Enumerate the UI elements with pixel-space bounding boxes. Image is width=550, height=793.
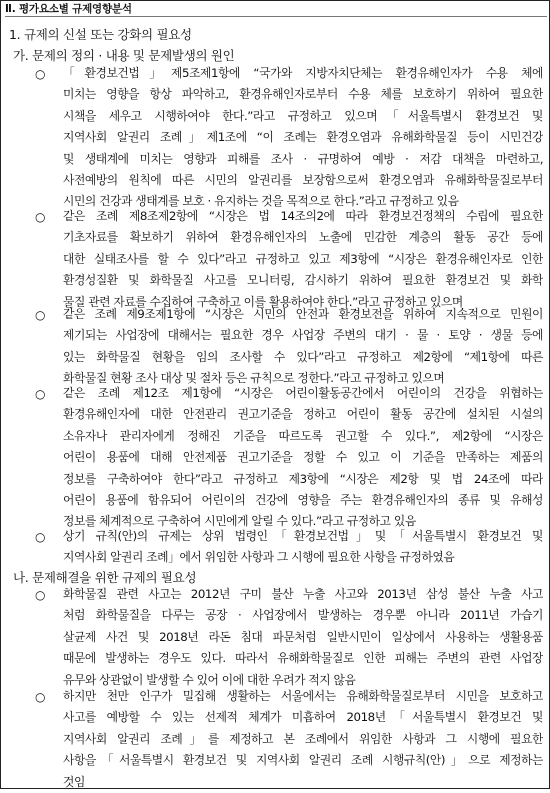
section-title: Ⅱ. 평가요소별 규제영향분석	[5, 2, 547, 17]
text-line: 같은 조례 제9조제1항에 “시장은 시민의 안전과 환경보전을 위하여 지속적으로 민원이	[63, 307, 543, 321]
paragraph-article-12	[63, 383, 543, 533]
paragraph-chemical-accidents	[63, 584, 543, 691]
text-line: 살균제 사건 및 2018년 라돈 침대 파문처럼 일반시민이 일상에서 사용하는 생활용품	[63, 629, 543, 644]
bullet-circle: ○	[35, 530, 46, 544]
paragraph-article-8	[63, 206, 543, 313]
text-line: 화학물질 관련 사고는 2012년 구미 불산 누출 사고와 2013년 삼성 불산 누출 사고	[63, 587, 543, 601]
text-line: 「환경보건법」제5조제1항에 “국가와 지방자치단체는 환경유해인자가 수용 체에	[63, 66, 543, 80]
bullet-circle: ○	[35, 690, 46, 704]
bullet-circle: ○	[35, 67, 46, 81]
paragraph-delegated-matters	[63, 526, 543, 569]
text-line: 상기 규칙(안)의 규제는 상위 법령인「환경보건법」및「서울특별시 환경보건 및	[63, 529, 543, 543]
text-line: 환경유해인자에 대한 안전관리 권고기준을 정하고 어린이 활동 공간에 설치된 시설의	[63, 407, 543, 422]
text-line: 사항을「서울특별시 환경보건 및 지역사회 알권리 조례 시행규칙(안)」으로 제정하는	[63, 753, 543, 768]
text-line: 같은 조례 제12조 제1항에 “시장은 어린이활동공간에서 어린이의 건강을 위협하는	[63, 386, 543, 400]
text-line: 어린이 용품에 함유되어 어린이의 건강에 영향을 주는 환경유해인자의 종류 및 유해성	[63, 492, 543, 507]
bullet-circle: ○	[35, 210, 46, 224]
paragraph-environmental-health-act	[63, 63, 543, 213]
text-line: 지역사회 알권리 조례」에서 위임한 사항과 그 시행에 필요한 사항을 규정하였음	[63, 550, 455, 565]
text-line: 및 생태계에 미치는 영향과 피해를 조사 · 규명하여 예방 · 저감 대책을 마련하고,	[63, 151, 543, 166]
text-line: 미치는 영향을 항상 파악하고, 환경유해인자로부터 수용 체를 보호하기 위하여 필요한	[63, 87, 543, 102]
text-line: 환경성질환 및 화학물질 사고를 모니터링, 감시하기 위하여 필요한 환경보건 및 화학	[63, 273, 543, 288]
text-line: 처럼 화학물질을 다루는 공장 · 사업장에서 발생하는 경우뿐 아니라 2011년 가습기	[63, 608, 543, 623]
text-line: 기초자료를 확보하기 위하여 환경유해인자의 노출에 민감한 계층의 활동 공간 등에	[63, 230, 543, 245]
bullet-circle: ○	[35, 308, 46, 322]
heading-necessity: 1. 규제의 신설 또는 강화의 필요성	[9, 27, 192, 42]
text-line: 것임	[63, 774, 85, 789]
text-line: 어린이 용품에 대해 안전제품 권고기준을 정할 수 있고 이 기준을 만족하는 제품의	[63, 450, 543, 465]
text-line: 하지만 천만 인구가 밀집해 생활하는 서울에서는 유해화학물질로부터 시민을 보호하고	[63, 689, 543, 703]
text-line: 사고를 예방할 수 있는 선제적 체계가 미흡하여 2018년「서울특별시 환경보건 및	[63, 710, 543, 725]
text-line: 있는 화학물질 현황을 임의 조사할 수 있다”라고 규정하고 제2항에 “제1항에 따른	[63, 349, 543, 364]
text-line: 소유자나 관리자에게 정해진 기준을 따르도록 권고할 수 있다.”, 제2항에 “시장은	[63, 428, 543, 443]
text-line: 지역사회 알권리 조례」를 제정하고 본 조례에서 위임한 사항과 그 시행에 필요한	[63, 731, 543, 746]
text-line: 정보를 구축하여야 한다”라고 규정하고 제3항에 “시장은 제2항 및 법 24조에 따라	[63, 471, 543, 486]
text-line: 화학물질 현황 조사 대상 및 절차 등은 규칙으로 정한다.”라고 규정하고 있으며	[63, 371, 445, 386]
text-line: 정보를 체계적으로 구축하여 시민에게 알릴 수 있다.”라고 규정하고 있음	[63, 514, 416, 529]
paragraph-article-9	[63, 304, 543, 390]
subsection-title-regulation-need: 나. 문제해결을 위한 규제의 필요성	[13, 570, 197, 585]
text-line: 물질 관련 자료를 수집하여 구축하고 이를 활용하여야 한다.”라고 규정하고 있으며	[63, 294, 463, 309]
paragraph-seoul-ordinance	[63, 686, 543, 793]
text-line: 시민의 건강과 생태계를 보호 · 유지하는 것을 목적으로 한다.”라고 규정하고 있음	[63, 194, 459, 209]
text-line: 시책을 세우고 시행하여야 한다.”라고 규정하고 있으며「서울특별시 환경보건 및	[63, 108, 543, 123]
subsection-title-problem-definition: 가. 문제의 정의 · 내용 및 문제발생의 원인	[13, 48, 235, 63]
text-line: 때문에 발생하는 경우도 있다. 따라서 유해화학물질로 인한 피해는 주변의 관련 사업장	[63, 651, 543, 666]
text-line: 사전예방의 원칙에 따른 시민의 알권리를 보장함으로써 환경오염과 유해화학물질로부터	[63, 172, 543, 187]
text-line: 제기되는 사업장에 대해서는 필요한 경우 사업장 주변의 대기 · 물 · 토양 · 생물 등에	[63, 328, 543, 343]
text-line: 같은 조례 제8조제2항에 “시장은 법 14조의2에 따라 환경보건정책의 수립에 필요한	[63, 209, 543, 223]
bullet-circle: ○	[35, 588, 46, 602]
text-line: 유무와 상관없이 발생할 수 있어 이에 대한 우려가 적지 않음	[63, 672, 356, 687]
text-line: 지역사회 알권리 조례」제1조에 “이 조례는 환경오염과 유해화학물질 등이 시민건강	[63, 130, 543, 145]
text-line: 대한 실태조사를 할 수 있다”라고 규정하고 있고 제3항에 “시장은 환경유해인자로 인한	[63, 251, 543, 266]
bullet-circle: ○	[35, 387, 46, 401]
